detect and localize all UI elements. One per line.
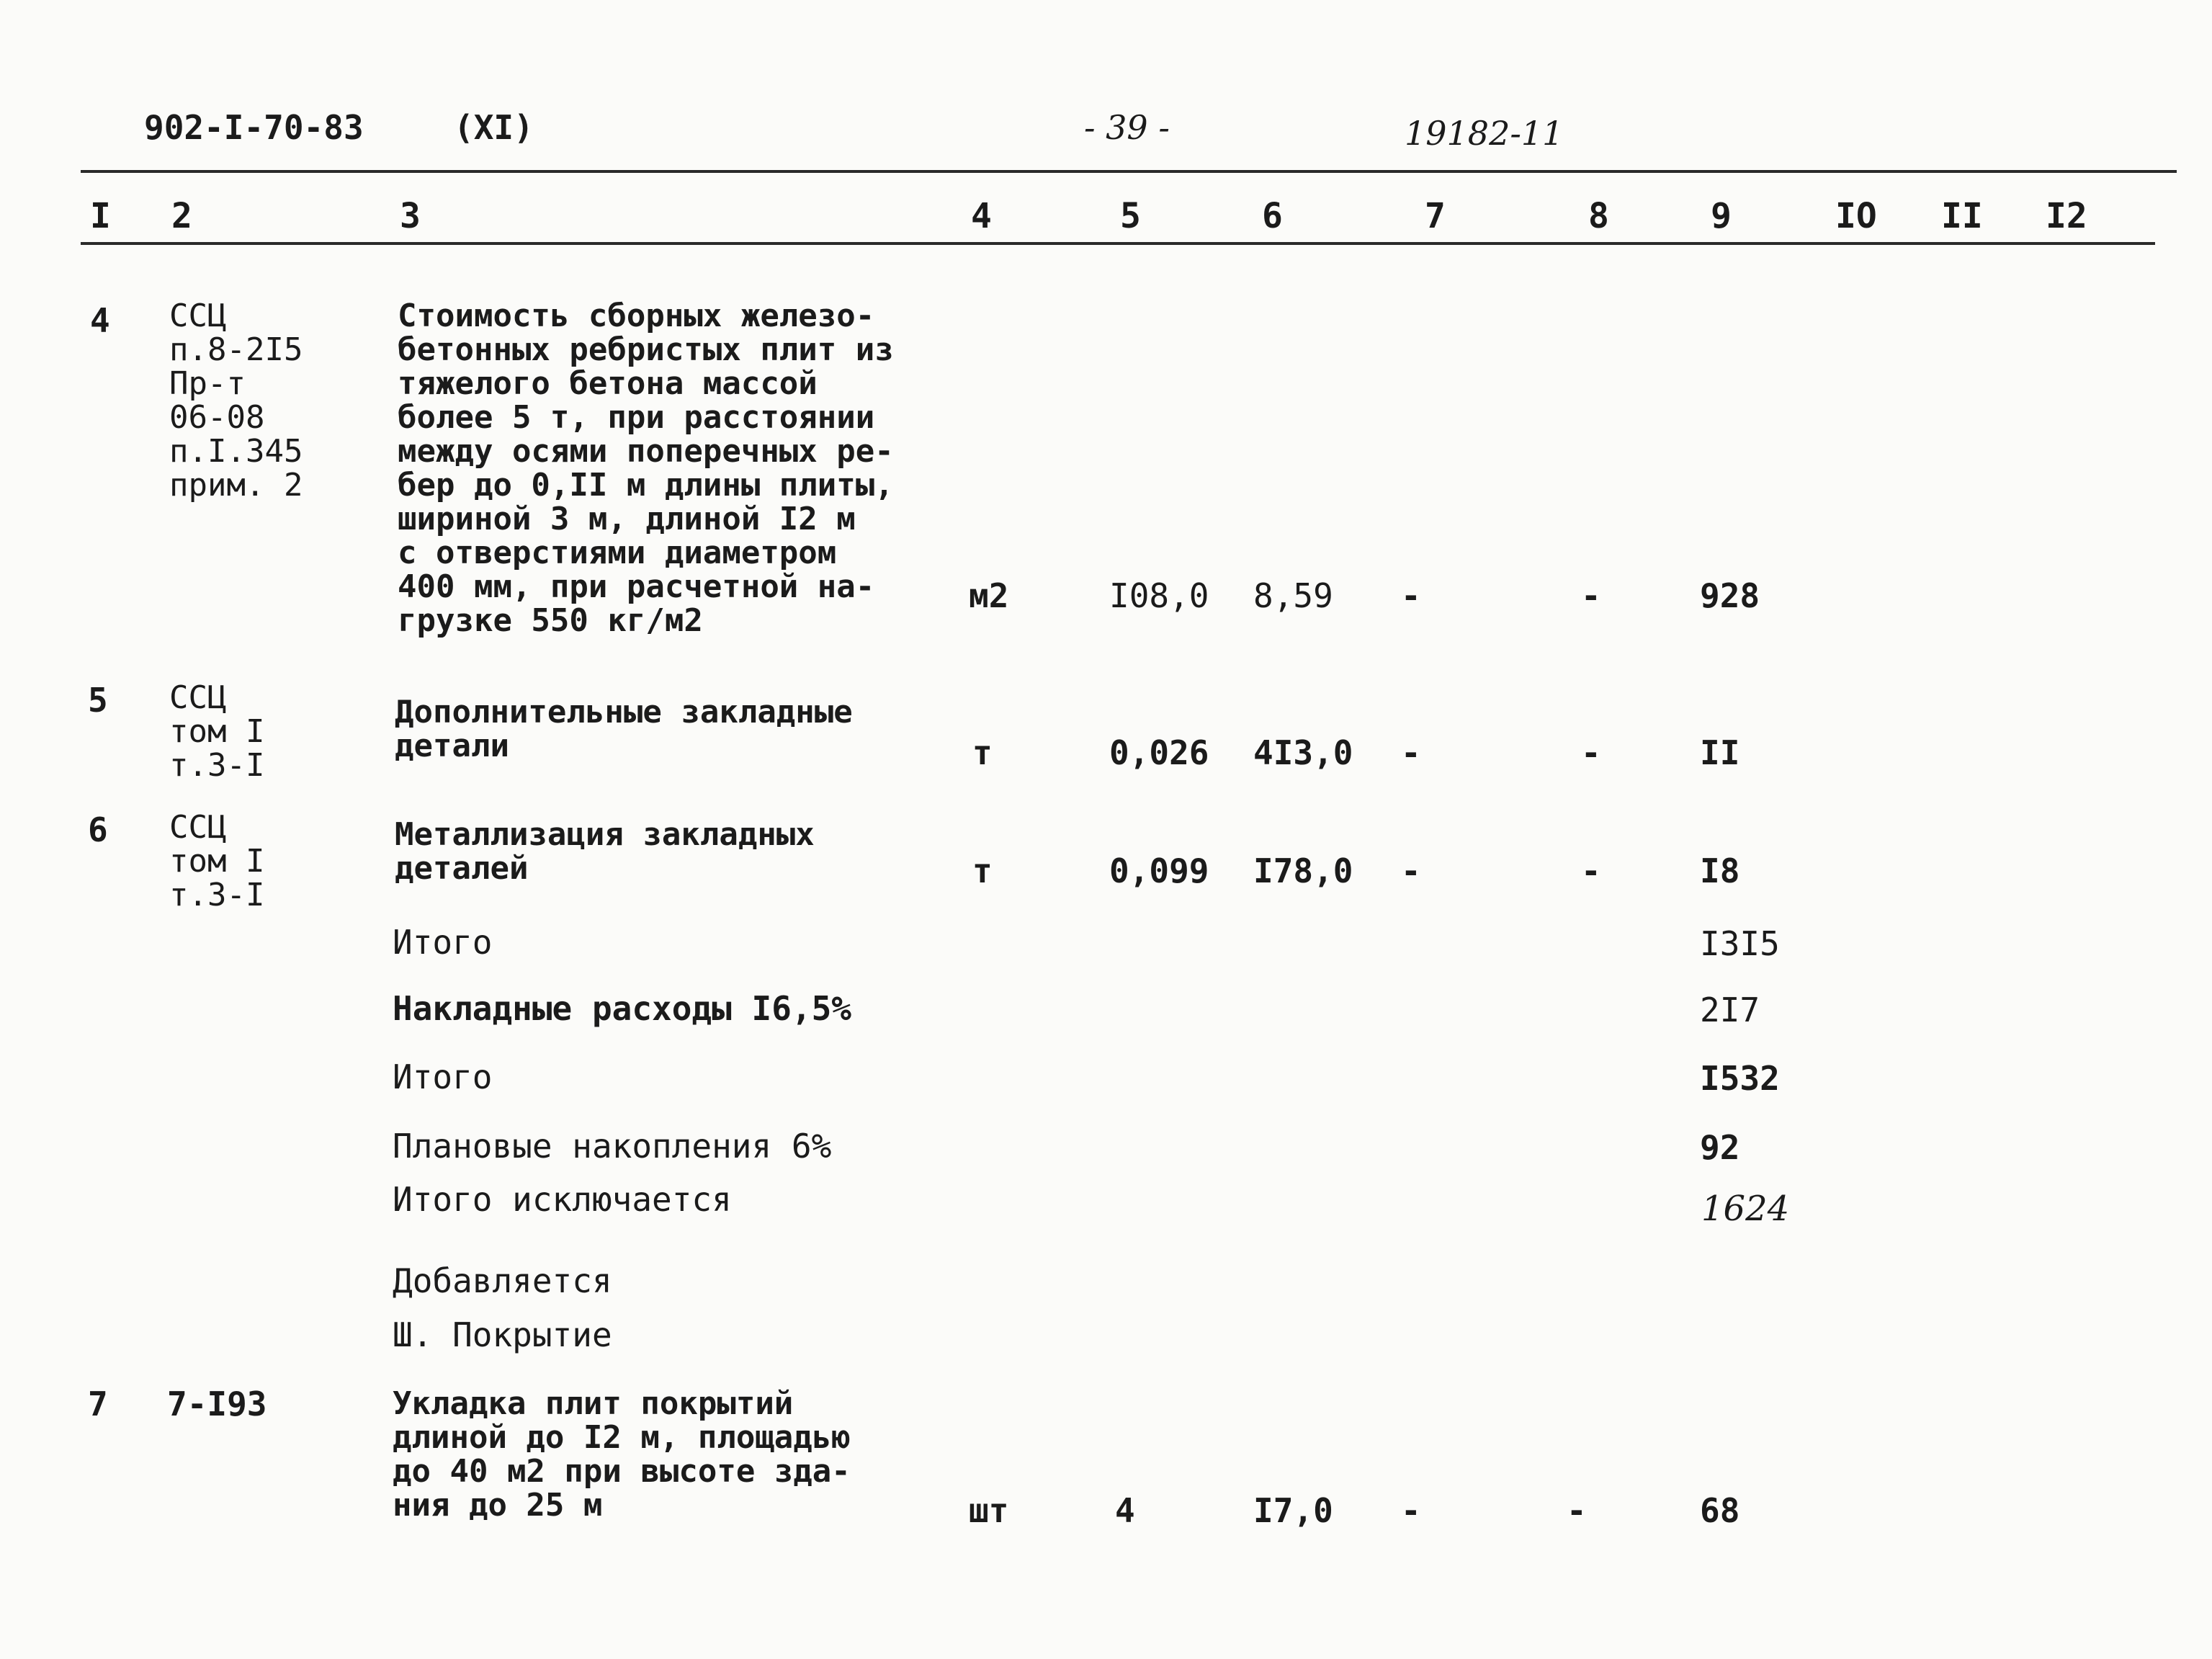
summary-value: 2I7 — [1700, 991, 1760, 1029]
column-number-4: 4 — [971, 196, 992, 236]
row-total: II — [1700, 733, 1740, 772]
section-label: (XI) — [454, 108, 534, 147]
row-description: Стоимость сборных железо- бетонных ребристых плит из тяжелого бетона массой более 5 т, при расстоянии между осями поперечных ре- бер до 0,II м длины плиты, шириной 3 м, длиной I2 м с отверстиями диаметром 400 мм, при расчетной на- грузке 550 кг/м2 — [398, 298, 894, 639]
summary-value: 92 — [1700, 1128, 1740, 1167]
column-number-8: 8 — [1588, 196, 1609, 236]
summary-label: Плановые накопления 6% — [393, 1127, 832, 1166]
column-number-9: 9 — [1711, 196, 1732, 236]
row-code: ССЦ том I т.3-I — [169, 809, 265, 913]
row-number: 6 — [88, 810, 108, 849]
row-number: 7 — [88, 1385, 108, 1423]
column-header-rule — [81, 242, 2155, 245]
row-number: 4 — [90, 301, 110, 340]
added-label: Добавляется — [393, 1261, 612, 1300]
row-code: 7-I93 — [167, 1385, 267, 1423]
row-col7: - — [1401, 1491, 1421, 1530]
summary-label: Итого — [393, 923, 493, 962]
column-number-1: I — [90, 196, 111, 236]
row-description: Дополнительные закладные детали — [395, 694, 853, 764]
header-top-rule — [81, 170, 2177, 173]
row-col8: - — [1581, 576, 1601, 615]
row-unit: т — [972, 851, 993, 890]
row-unit: м2 — [969, 576, 1009, 615]
row-total: 928 — [1700, 576, 1760, 615]
column-number-3: 3 — [400, 196, 421, 236]
row-quantity: I08,0 — [1109, 576, 1209, 615]
row-col8: - — [1567, 1491, 1587, 1530]
row-quantity: 0,099 — [1109, 851, 1209, 890]
row-unit-price: 8,59 — [1253, 576, 1333, 615]
row-unit-price: I78,0 — [1253, 851, 1353, 890]
row-total: I8 — [1700, 851, 1740, 890]
column-number-10: IO — [1835, 196, 1877, 236]
row-number: 5 — [88, 681, 108, 720]
summary-label: Итого — [393, 1057, 493, 1096]
summary-label: Накладные расходы I6,5% — [393, 989, 851, 1028]
column-number-7: 7 — [1425, 196, 1446, 236]
row-col7: - — [1401, 576, 1421, 615]
summary-value: I532 — [1700, 1059, 1780, 1098]
row-total: 68 — [1700, 1491, 1740, 1530]
summary-label: Итого исключается — [393, 1180, 732, 1219]
row-col8: - — [1581, 733, 1601, 772]
summary-value: I3I5 — [1700, 924, 1780, 963]
row-description: Металлизация закладных деталей — [395, 816, 815, 887]
row-description: Укладка плит покрытий длиной до I2 м, площадью до 40 м2 при высоте зда- ния до 25 м — [393, 1385, 851, 1524]
row-col7: - — [1401, 733, 1421, 772]
row-unit: т — [972, 733, 993, 772]
column-number-5: 5 — [1120, 196, 1141, 236]
summary-value-handwritten: 1624 — [1701, 1189, 1790, 1229]
row-unit: шт — [969, 1491, 1009, 1530]
row-quantity: 0,026 — [1109, 733, 1209, 772]
row-col7: - — [1401, 851, 1421, 890]
section-heading: Ш. Покрытие — [393, 1315, 612, 1354]
row-col8: - — [1581, 851, 1601, 890]
column-number-12: I2 — [2046, 196, 2087, 236]
row-quantity: 4 — [1115, 1491, 1135, 1530]
column-number-11: II — [1941, 196, 1983, 236]
handwritten-registration-number: 19182-11 — [1405, 114, 1564, 153]
column-number-6: 6 — [1262, 196, 1283, 236]
column-number-2: 2 — [171, 196, 192, 236]
document-code: 902-I-70-83 — [144, 108, 364, 147]
row-unit-price: 4I3,0 — [1253, 733, 1353, 772]
row-code: ССЦ том I т.3-I — [169, 679, 265, 784]
page-number: - 39 - — [1084, 108, 1170, 147]
row-unit-price: I7,0 — [1253, 1491, 1333, 1530]
row-code: ССЦ п.8-2I5 Пр-т 06-08 п.I.345 прим. 2 — [169, 298, 303, 504]
